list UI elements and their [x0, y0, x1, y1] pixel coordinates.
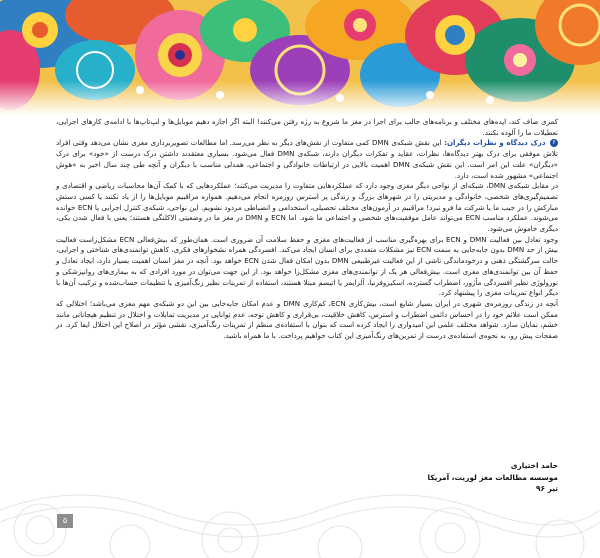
section-number-badge: ۶ [550, 139, 558, 147]
author-signature [56, 460, 558, 495]
paragraph-2-body: این نقش شبکه‌ی DMN کمی متفاوت از نقش‌های دیگر به نظر می‌رسد. اما مطالعات تصویربرداری مغزی نشان می‌دهد وقتی افراد تلاش موفقی برای درک بهتر دیدگاه‌ها، نظرات، عقاید و تفکرات دیگران دارند، شبکه‌ی DMN فعال می‌شود. بسیاری معتقدند داشتن درک درست از «خود» برای درک «دیگران» علت این امر است. این نقش شبکه‌ی DMN اهمیت بالایی در ارتباطات خانوادگی و اجتماعی، همدلی مناسب با دیگران و آنچه طی چند سال اخیر به «هوش اجتماعی» مشهور شده است، دارد. [56, 138, 559, 180]
paragraph-2 [56, 138, 558, 181]
author-institute: موسسه مطالعات مغز لوریت، آمریکا [427, 472, 558, 482]
paragraph-3: در مقابل شبکه‌ی DMN، شبکه‌ای از نواحی دیگر مغزی وجود دارد که عملکردهایی متفاوت را مدیریت می‌کنند؛ عملکردهایی که با کمک آن‌ها محاسبات ریاضی و اقتصادی و تصمیم‌گیری‌های شخصی، خانوادگی و مدیریتی را در شهرهای بزرگ و زندگی پر استرس روزمره انجام می‌دهیم. همواره مراقبیم موبایل‌ها را از یاد نکنند یا کسی دستش مبارکش را در جیب ما یا شرکت ما فرو نبرد! مراقبیم در آزمون‌های مختلف تحصیلی، استخدامی و انضباطی مردود نشویم. این نواحی، شبکه‌ی کنترل اجرایی یا ECN خوانده می‌شوند. عملکرد مناسب ECN می‌تواند عامل موفقیت‌های شخصی و اجتماعی ما شود. اما ECN و DMN در مغز ما در وضعیتی الاکلنگی هستند؛ یعنی با فعال شدن یکی، دیگری خاموش می‌شود. [56, 181, 559, 234]
paragraph-4: وجود تعادل بین فعالیت DMN و ECN برای بهره‌گیری مناسب از فعالیت‌های مغزی و حفظ سلامت آن ضروری است. همان‌طور که بیش‌فعالی ECN مشکل‌زاست فعالیت بیش از حد DMN بدون جابه‌جایی به سمت ECN نیز مشکلات متعددی برای انسان ایجاد می‌کند. افسردگی همراه نشخوارهای فکری، کاهش توانمندی‌های شناختی و اجرایی، حالت سرگشتگی ذهنی و درخودماندگی ناشی از این فعالیت غیرطبیعی DMN بدون امکان فعال شدن ECN خواهد بود. آنچه در مغز انسان اهمیت بسیار دارد، ایجاد تعادل و حفظ آن بین توانمندی‌های مغزی است. بیش‌فعالی هر یک از توانمندی‌های مغزی مشکل‌زا خواهد بود. از این جهت می‌توان در مورد افرادی که به بیماری‌های روانپزشکی و نورولوژی نظیر افسردگی مأژور، اضطراب گسترده، اسکیزوفرنیا، آلزایمر یا اتیسم مبتلا هستند، استفاده از تمرینات نظیر رنگ‌آمیزی یا تنظیمات حساب‌شده و ترکیب آن‌ها با دیگر انواع تمرینات مغزی را پیشنهاد کرد. [56, 234, 559, 298]
mandala-header-illustration [0, 0, 600, 115]
signature-date: تیر ۹۶ [536, 484, 558, 493]
paragraph-1: کمری صاف کند، ایده‌های مختلف و برنامه‌های جالب برای اجرا در مغز ما شروع به رژه رفتن می‌کنند! البته اگر اجازه دهیم موبایل‌ها و لپ‌تاپ‌ها با ادامه‌ی کارهای اجرایی، تعطیلات ما را آلوده نکنند. [56, 117, 558, 137]
page-number: ۵ [57, 514, 73, 528]
author-name: حامد اختیاری [510, 461, 558, 470]
section-heading: درک دیدگاه و نظرات دیگران: [444, 138, 546, 148]
paragraph-5: آنچه در زندگی روزمره‌ی شهری در ایران بسیار شایع است، بیش‌کاری ECN، کم‌کاری DMN و عدم امکان جابه‌جایی بین این دو شبکه‌ی مهم مغزی می‌باشد؛ اختلالی که ممکن است علائم خود را در احساس دائمی اضطراب و استرس، کاهش خلاقیت، بی‌قراری و کاهش توجه، عدم توانایی در مدیریت تمایلات و اختلال در تنظیم هیجاناتی مانند خشم، نمایان سازد. شواهد مختلف علمی این امیدواری را ایجاد کرده است که بتوان با استفاده‌ی منظم از تمرینات رنگ‌آمیزی، نقشی مؤثر در اصلاح این اختلال ایفا کرد. در صفحات پیش رو، به نحوه‌ی استفاده‌ی درست از تمرین‌های رنگ‌آمیزی این کتاب خواهیم پرداخت. با ما همراه باشید. [56, 298, 558, 341]
article-body [56, 117, 558, 342]
